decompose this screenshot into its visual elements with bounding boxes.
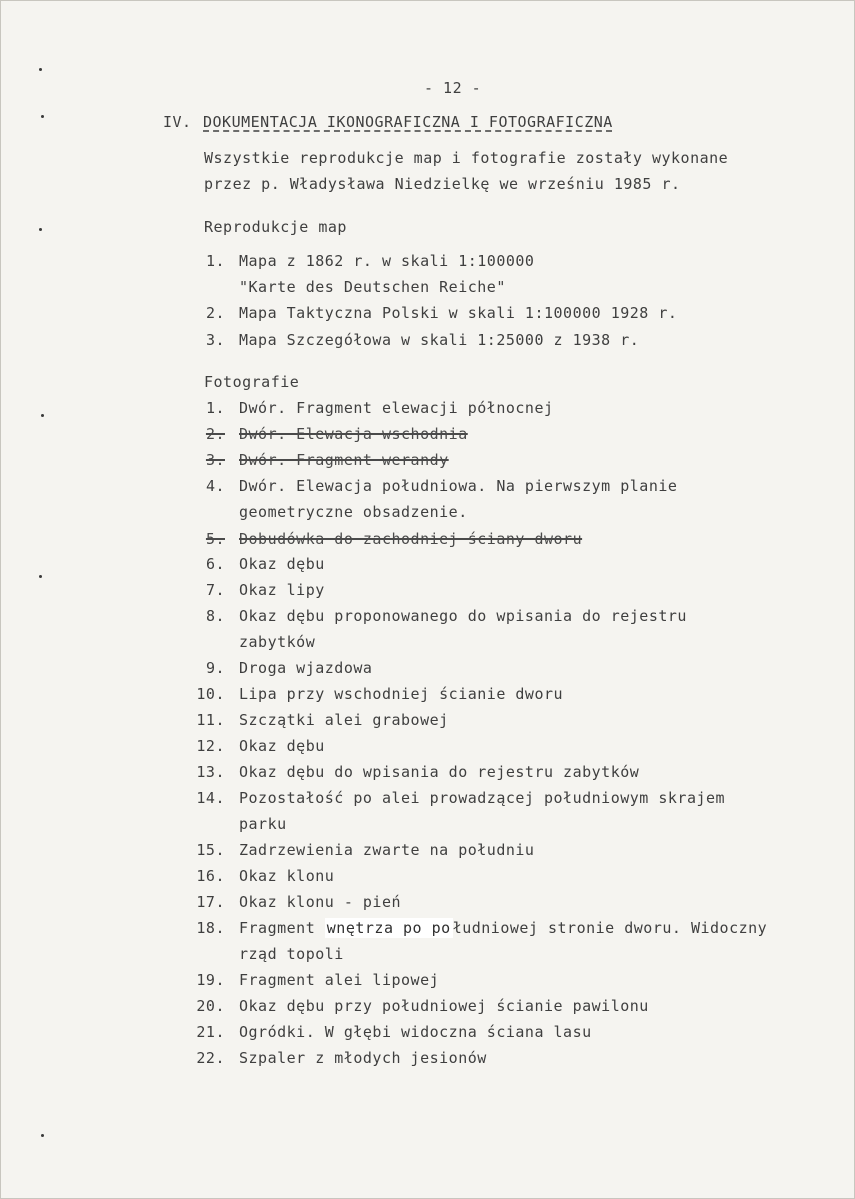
photo-item-text: Okaz dębu przy południowej ścianie pawilonu (239, 997, 649, 1015)
photo-item-number: 8. (205, 607, 225, 625)
margin-speck (39, 68, 42, 71)
photo-item-number: 21. (196, 1023, 225, 1041)
intro-line-1: Wszystkie reprodukcje map i fotografie zostały wykonane (204, 149, 729, 167)
photo-item-number: 18. (196, 919, 225, 937)
photo-item-text: Fragment alei lipowej (239, 971, 440, 989)
photo-item-number: 17. (196, 893, 225, 911)
photo-item-number: 4. (205, 477, 225, 495)
photo-item-text: Dwór. Fragment elewacji północnej (239, 399, 554, 417)
photo-item-number: 20. (196, 997, 225, 1015)
margin-speck (41, 115, 44, 118)
photo-item-number: 11. (196, 711, 225, 729)
photo-item-text: Okaz klonu (239, 867, 335, 885)
photo-item-text-part: Fragment (239, 919, 325, 937)
photo-item-number: 22. (196, 1049, 225, 1067)
photo-item-number: 10. (196, 685, 225, 703)
map-item-number: 1. (205, 252, 225, 270)
photo-item-text-part: łudniowej stronie dworu. Widoczny (452, 919, 768, 937)
photo-item-number: 15. (196, 841, 225, 859)
photo-item-text-continued: rząd topoli (239, 945, 344, 963)
photo-item-text: Szpaler z młodych jesionów (239, 1049, 487, 1067)
map-item-text: Mapa Szczegółowa w skali 1:25000 z 1938 r. (239, 331, 640, 349)
photo-item-text: Pozostałość po alei prowadzącej południowym skrajem (239, 789, 726, 807)
page-number: - 12 - (424, 79, 482, 97)
margin-speck (41, 414, 44, 417)
map-item-text: Mapa z 1862 r. w skali 1:100000 (239, 252, 535, 270)
photo-item-text-continued: geometryczne obsadzenie. (239, 503, 468, 521)
photo-item-text-continued: parku (239, 815, 287, 833)
photo-item-number: 12. (196, 737, 225, 755)
photo-item-text-struck: Dwór. Fragment werandy (239, 451, 449, 469)
photo-item-text: Okaz dębu (239, 737, 325, 755)
photo-item-text: Okaz dębu do wpisania do rejestru zabytków (239, 763, 640, 781)
photo-item-number: 19. (196, 971, 225, 989)
photo-item-number-struck: 2. (205, 425, 225, 443)
photo-item-text (239, 917, 767, 939)
photo-item-text: Okaz dębu proponowanego do wpisania do rejestru (239, 607, 687, 625)
photo-item-text: Lipa przy wschodniej ścianie dworu (239, 685, 564, 703)
margin-speck (41, 1134, 44, 1137)
photo-item-text: Szczątki alei grabowej (239, 711, 449, 729)
map-item-text: Mapa Taktyczna Polski w skali 1:100000 1928 r. (239, 304, 678, 322)
photo-item-number: 1. (205, 399, 225, 417)
photo-item-text: Ogródki. W głębi widoczna ściana lasu (239, 1023, 592, 1041)
photo-item-number: 6. (205, 555, 225, 573)
section-title: DOKUMENTACJA IKONOGRAFICZNA I FOTOGRAFICZNA (203, 113, 613, 131)
photo-item-number: 9. (205, 659, 225, 677)
photo-item-text: Okaz klonu - pień (239, 893, 402, 911)
photo-item-text: Okaz lipy (239, 581, 325, 599)
margin-speck (39, 575, 42, 578)
photo-item-number-struck: 5. (205, 530, 225, 548)
photo-item-text: Dwór. Elewacja południowa. Na pierwszym planie (239, 477, 678, 495)
correction-tape-highlight: wnętrza po po (326, 919, 451, 937)
photos-heading: Fotografie (204, 373, 300, 391)
photo-item-number-struck: 3. (205, 451, 225, 469)
map-item-number: 2. (205, 304, 225, 322)
section-number: IV. (163, 113, 192, 131)
photo-item-text-struck: Dobudówka do zachodniej ściany dworu (239, 530, 583, 548)
photo-item-number: 13. (196, 763, 225, 781)
photo-item-number: 7. (205, 581, 225, 599)
photo-item-number: 16. (196, 867, 225, 885)
photo-item-text: Droga wjazdowa (239, 659, 373, 677)
margin-speck (39, 228, 42, 231)
photo-item-text-continued: zabytków (239, 633, 316, 651)
intro-line-2: przez p. Władysława Niedzielkę we wrześniu 1985 r. (204, 175, 681, 193)
maps-heading: Reprodukcje map (204, 218, 347, 236)
photo-item-text: Zadrzewienia zwarte na południu (239, 841, 535, 859)
map-item-text-continued: "Karte des Deutschen Reiche" (239, 278, 506, 296)
photo-item-text-struck: Dwór. Elewacja wschodnia (239, 425, 468, 443)
photo-item-number: 14. (196, 789, 225, 807)
map-item-number: 3. (205, 331, 225, 349)
photo-item-text: Okaz dębu (239, 555, 325, 573)
